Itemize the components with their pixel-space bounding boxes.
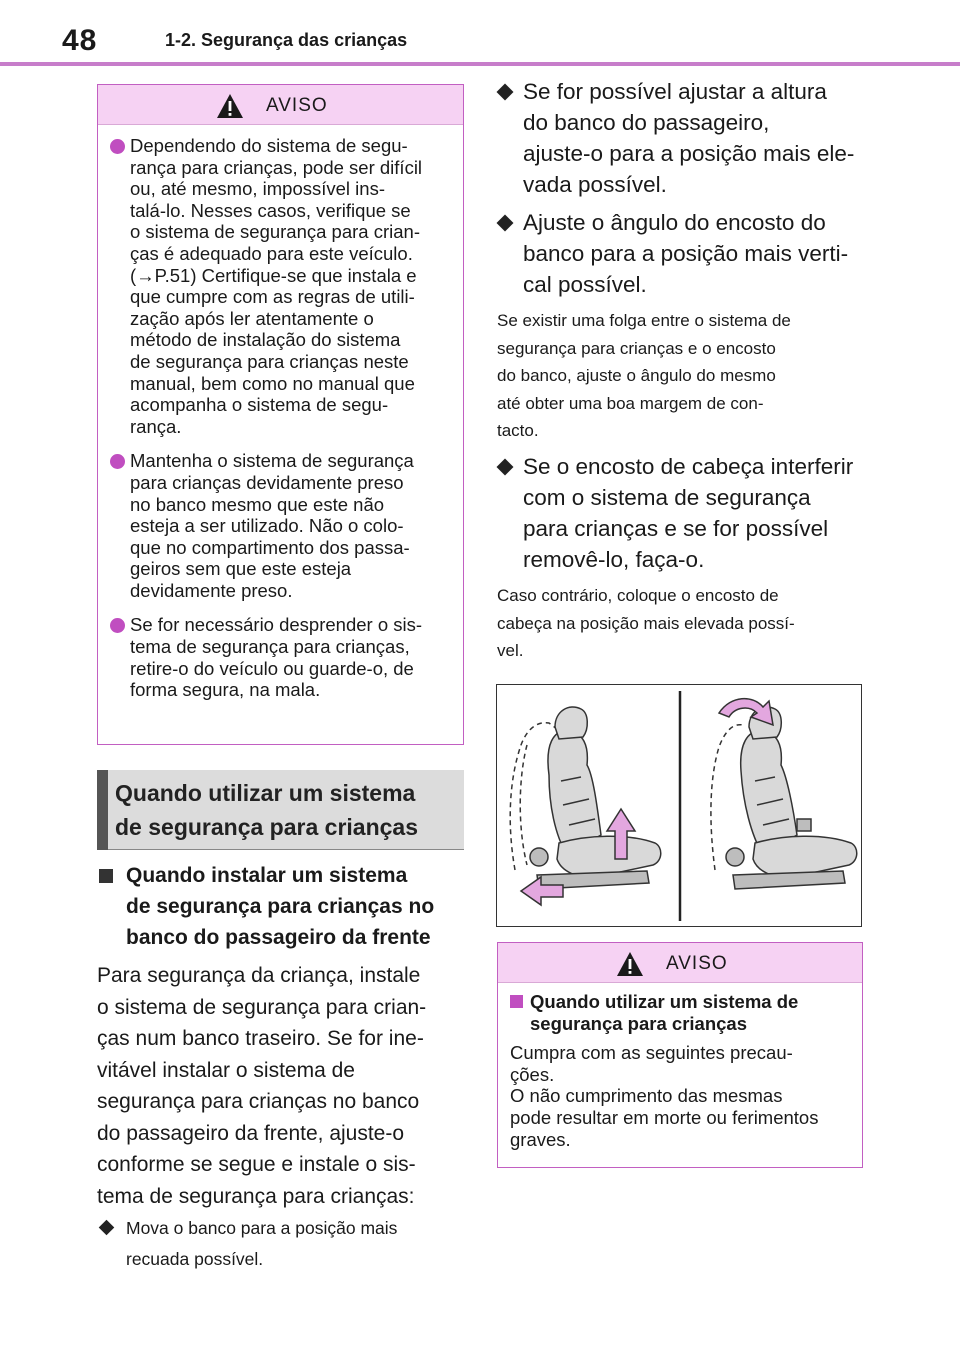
warning-item: [110, 614, 451, 700]
warning-header: [98, 85, 463, 125]
diamond-bullet-icon: [99, 1220, 115, 1236]
bullet-text: Se for possível ajustar a altura do banco do passageiro, ajuste-o para a posição mais ele- vada possível.: [523, 79, 855, 197]
bullet-dot-icon: [110, 139, 125, 154]
section-heading-text: Quando utilizar um sistema de segurança para crianças: [115, 780, 418, 840]
warning-header: [498, 943, 862, 983]
seat-illustration: [497, 685, 860, 925]
tilt-arrow-icon: [719, 699, 773, 725]
heading-bar: [97, 770, 108, 850]
bullet-item: [97, 1213, 469, 1275]
bullet-text: Se o encosto de cabeça interferir com o sistema de segurança para crianças e se for possível removê-lo, faça-o.: [523, 454, 854, 572]
diamond-bullet-icon: [497, 84, 514, 101]
warning-label: AVISO: [666, 953, 728, 974]
body-paragraph: Para segurança da criança, instale o sistema de segurança para crian- ças num banco traseiro. Se for ine- vitável instalar o sistema de segurança para crianças no banco do passageiro da frente, ajuste-o conforme se segue e instale o sis- tema de segurança para crianças:: [97, 964, 427, 1208]
bullet-item: [497, 451, 867, 575]
section-heading: [97, 770, 464, 850]
warning-text: Cumpra com as seguintes precau- ções. O não cumprimento das mesmas pode resultar em morte ou ferimentos graves.: [510, 1042, 819, 1150]
page-number: 48: [62, 24, 98, 57]
seat-adjustment-figure: [496, 684, 862, 927]
bullet-item: [497, 207, 867, 300]
square-bullet-icon: [510, 995, 523, 1008]
warning-subheading-text: Quando utilizar um sistema de segurança para crianças: [530, 991, 799, 1034]
bullet-dot-icon: [110, 454, 125, 469]
header-rule: [0, 62, 960, 66]
page-header: [0, 0, 960, 70]
diamond-bullet-icon: [497, 459, 514, 476]
warning-triangle-icon: [616, 951, 644, 977]
bullet-dot-icon: [110, 618, 125, 633]
square-bullet-icon: [99, 869, 113, 883]
diamond-bullet-icon: [497, 215, 514, 232]
warning-item: [110, 135, 451, 437]
warning-body: [498, 983, 862, 1160]
note-paragraph: Caso contrário, coloque o encosto de cabeça na posição mais elevada possí- vel.: [497, 586, 795, 660]
warning-box-bottom: [497, 942, 863, 1168]
warning-subheading: [510, 991, 850, 1034]
warning-item-text: Se for necessário desprender o sis- tema de segurança para crianças, retire-o do veículo ou guarde-o, de forma segura, na mala.: [130, 614, 423, 701]
sub-heading: [97, 860, 469, 953]
bullet-item: [497, 76, 867, 200]
sub-heading-text: Quando instalar um sistema de segurança para crianças no banco do passageiro da frente: [126, 864, 435, 949]
bullet-text: Ajuste o ângulo do encosto do banco para a posição mais verti- cal possível.: [523, 210, 849, 297]
section-title: 1-2. Segurança das crianças: [165, 30, 408, 50]
warning-triangle-icon: [216, 93, 244, 119]
seat-left: [510, 707, 661, 889]
warning-body: [98, 125, 463, 711]
warning-label: AVISO: [266, 95, 328, 116]
bullet-text: Mova o banco para a posição mais recuada possível.: [126, 1218, 398, 1269]
warning-box-top: [97, 84, 464, 745]
seat-right: [711, 707, 857, 889]
note-paragraph: Se existir uma folga entre o sistema de segurança para crianças e o encosto do banco, ajuste o ângulo do mesmo até obter uma boa margem de con- tacto.: [497, 311, 791, 440]
warning-item-text: Mantenha o sistema de segurança para crianças devidamente preso no banco mesmo que este não esteja a ser utilizado. Não o colo- que no compartimento dos passa- geiros sem que este esteja devidamente preso.: [130, 450, 414, 601]
warning-item-text: Dependendo do sistema de segu- rança para crianças, pode ser difícil ou, até mesmo, impossível ins- talá-lo. Nesses casos, verifique se o sistema de segurança para crian- ças é adequado para este veículo. (→P.51) Certifique-se que instala e que cumpre com as regras de utili- zação após ler atentamente o método de instalação do sistema de segurança para crianças neste manual, bem como no manual que acompanha o sistema de segu- rança.: [130, 135, 423, 437]
warning-item: [110, 450, 451, 601]
